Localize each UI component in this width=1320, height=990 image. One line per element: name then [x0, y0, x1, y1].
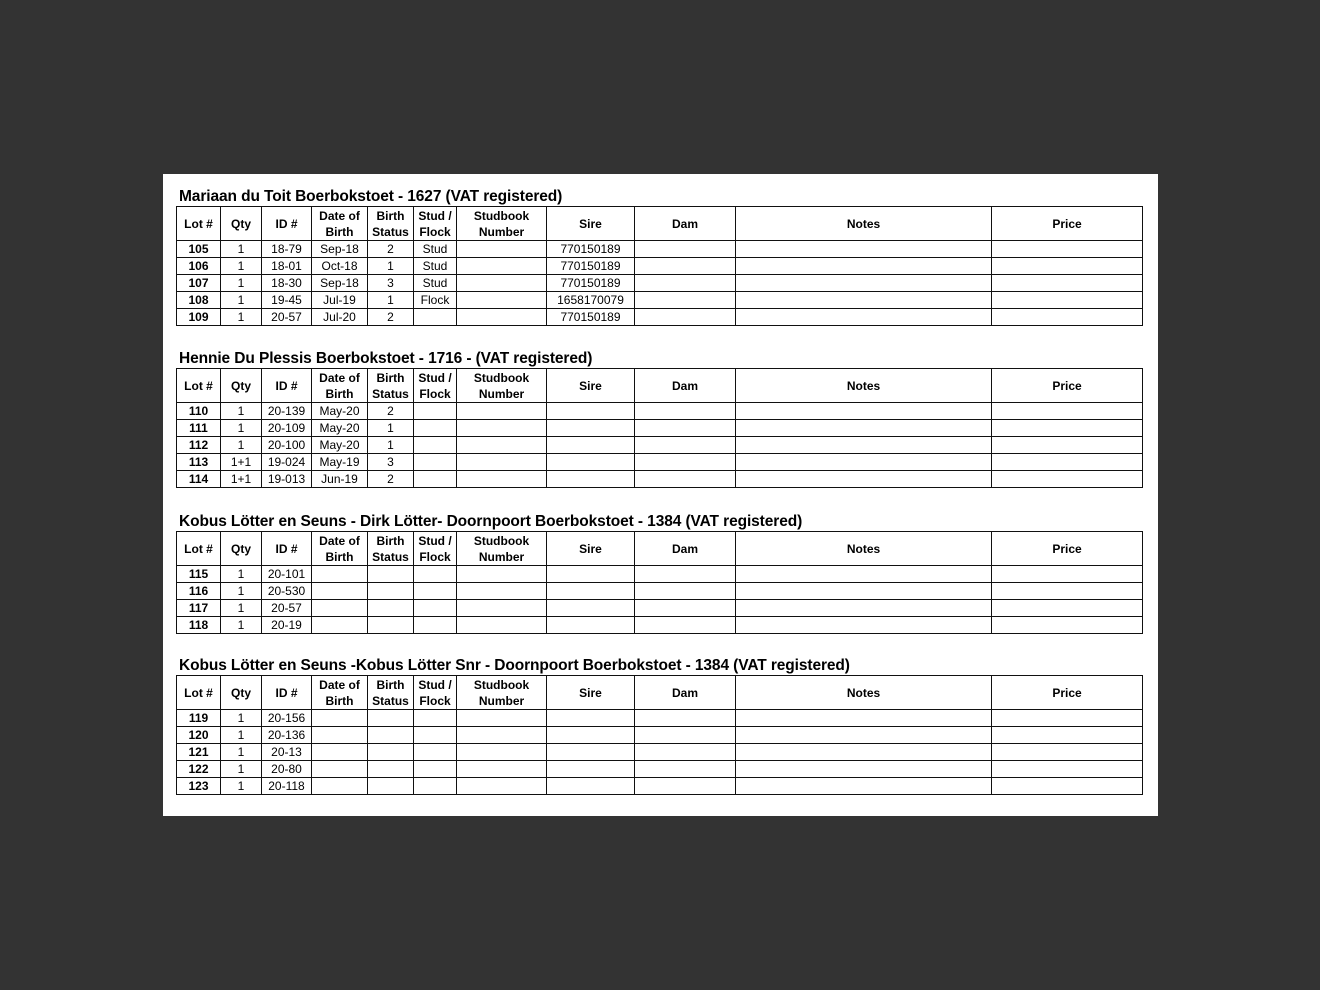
cell-lot: 120 [177, 727, 221, 744]
cell-stud-flock [414, 309, 457, 326]
cell-date-of-birth: May-20 [312, 437, 368, 454]
cell-dam [635, 292, 736, 309]
cell-birth-status: 3 [368, 275, 414, 292]
cell-notes [736, 420, 992, 437]
cell-dam [635, 761, 736, 778]
cell-price [992, 744, 1143, 761]
cell-date-of-birth [312, 744, 368, 761]
cell-notes [736, 275, 992, 292]
table-row [177, 437, 1143, 454]
seller-section [176, 187, 1142, 326]
cell-qty: 1 [221, 275, 262, 292]
cell-studbook-number [457, 600, 547, 617]
cell-dam [635, 727, 736, 744]
cell-qty: 1 [221, 617, 262, 634]
cell-stud-flock [414, 454, 457, 471]
cell-dam [635, 454, 736, 471]
cell-notes [736, 437, 992, 454]
cell-notes [736, 727, 992, 744]
cell-lot: 114 [177, 471, 221, 488]
cell-id: 20-80 [262, 761, 312, 778]
table-row [177, 600, 1143, 617]
cell-date-of-birth: Sep-18 [312, 275, 368, 292]
header-row [177, 676, 1143, 710]
table-row [177, 403, 1143, 420]
cell-id: 20-57 [262, 309, 312, 326]
cell-birth-status: 2 [368, 309, 414, 326]
cell-lot: 112 [177, 437, 221, 454]
table-row [177, 258, 1143, 275]
cell-dam [635, 617, 736, 634]
cell-price [992, 437, 1143, 454]
cell-lot: 109 [177, 309, 221, 326]
column-header-dam: Dam [635, 369, 736, 403]
cell-sire [547, 583, 635, 600]
cell-lot: 106 [177, 258, 221, 275]
cell-notes [736, 600, 992, 617]
cell-birth-status [368, 583, 414, 600]
cell-date-of-birth: May-20 [312, 420, 368, 437]
cell-id: 20-13 [262, 744, 312, 761]
cell-studbook-number [457, 617, 547, 634]
cell-birth-status: 2 [368, 403, 414, 420]
cell-price [992, 275, 1143, 292]
column-header-qty: Qty [221, 532, 262, 566]
cell-qty: 1 [221, 778, 262, 795]
cell-studbook-number [457, 471, 547, 488]
cell-studbook-number [457, 275, 547, 292]
column-header-id: ID # [262, 207, 312, 241]
column-header-studbook-number: Studbook Number [457, 676, 547, 710]
cell-date-of-birth: Sep-18 [312, 241, 368, 258]
column-header-stud-flock: Stud / Flock [414, 676, 457, 710]
column-header-qty: Qty [221, 207, 262, 241]
cell-date-of-birth [312, 778, 368, 795]
column-header-notes: Notes [736, 532, 992, 566]
cell-qty: 1 [221, 241, 262, 258]
cell-price [992, 727, 1143, 744]
cell-price [992, 292, 1143, 309]
cell-notes [736, 778, 992, 795]
column-header-id: ID # [262, 676, 312, 710]
section-title: Kobus Lötter en Seuns -Kobus Lötter Snr - Doornpoort Boerbokstoet - 1384 (VAT registered) [179, 657, 850, 674]
cell-notes [736, 454, 992, 471]
cell-price [992, 471, 1143, 488]
cell-sire [547, 778, 635, 795]
column-header-dam: Dam [635, 676, 736, 710]
cell-dam [635, 710, 736, 727]
cell-stud-flock [414, 566, 457, 583]
cell-qty: 1 [221, 420, 262, 437]
document-page [163, 174, 1158, 816]
column-header-notes: Notes [736, 676, 992, 710]
column-header-sire: Sire [547, 369, 635, 403]
cell-id: 19-024 [262, 454, 312, 471]
cell-studbook-number [457, 309, 547, 326]
cell-sire [547, 600, 635, 617]
table-row [177, 241, 1143, 258]
table-row [177, 471, 1143, 488]
cell-qty: 1 [221, 403, 262, 420]
column-header-id: ID # [262, 369, 312, 403]
cell-studbook-number [457, 403, 547, 420]
header-row [177, 532, 1143, 566]
cell-qty: 1+1 [221, 454, 262, 471]
header-row [177, 369, 1143, 403]
column-header-price: Price [992, 369, 1143, 403]
column-header-sire: Sire [547, 532, 635, 566]
cell-birth-status: 1 [368, 437, 414, 454]
cell-stud-flock [414, 471, 457, 488]
cell-stud-flock [414, 420, 457, 437]
table-row [177, 710, 1143, 727]
cell-birth-status [368, 617, 414, 634]
cell-studbook-number [457, 727, 547, 744]
cell-sire [547, 617, 635, 634]
cell-sire: 770150189 [547, 241, 635, 258]
cell-lot: 117 [177, 600, 221, 617]
cell-birth-status: 2 [368, 471, 414, 488]
cell-notes [736, 617, 992, 634]
cell-price [992, 258, 1143, 275]
lots-table [176, 368, 1143, 488]
cell-dam [635, 600, 736, 617]
cell-price [992, 583, 1143, 600]
cell-dam [635, 309, 736, 326]
cell-dam [635, 275, 736, 292]
cell-id: 20-19 [262, 617, 312, 634]
cell-stud-flock [414, 437, 457, 454]
cell-birth-status: 1 [368, 420, 414, 437]
cell-lot: 113 [177, 454, 221, 471]
lots-table [176, 675, 1143, 795]
table-row [177, 744, 1143, 761]
cell-qty: 1 [221, 744, 262, 761]
cell-price [992, 710, 1143, 727]
cell-qty: 1 [221, 292, 262, 309]
cell-sire [547, 403, 635, 420]
cell-price [992, 403, 1143, 420]
cell-date-of-birth: May-20 [312, 403, 368, 420]
cell-date-of-birth [312, 583, 368, 600]
cell-date-of-birth [312, 617, 368, 634]
cell-stud-flock: Flock [414, 292, 457, 309]
cell-lot: 115 [177, 566, 221, 583]
cell-dam [635, 471, 736, 488]
cell-lot: 107 [177, 275, 221, 292]
cell-dam [635, 241, 736, 258]
cell-id: 18-79 [262, 241, 312, 258]
table-row [177, 309, 1143, 326]
cell-id: 20-57 [262, 600, 312, 617]
cell-sire [547, 710, 635, 727]
cell-date-of-birth [312, 710, 368, 727]
cell-sire [547, 471, 635, 488]
cell-id: 19-45 [262, 292, 312, 309]
cell-notes [736, 292, 992, 309]
cell-dam [635, 420, 736, 437]
cell-lot: 119 [177, 710, 221, 727]
cell-birth-status [368, 600, 414, 617]
column-header-date-of-birth: Date of Birth [312, 369, 368, 403]
column-header-birth-status: Birth Status [368, 676, 414, 710]
cell-birth-status: 1 [368, 258, 414, 275]
cell-lot: 123 [177, 778, 221, 795]
cell-dam [635, 778, 736, 795]
cell-stud-flock [414, 727, 457, 744]
column-header-birth-status: Birth Status [368, 207, 414, 241]
seller-section [176, 349, 1142, 488]
cell-price [992, 566, 1143, 583]
cell-stud-flock [414, 778, 457, 795]
cell-birth-status: 3 [368, 454, 414, 471]
column-header-birth-status: Birth Status [368, 369, 414, 403]
cell-qty: 1 [221, 727, 262, 744]
column-header-notes: Notes [736, 369, 992, 403]
column-header-studbook-number: Studbook Number [457, 207, 547, 241]
column-header-stud-flock: Stud / Flock [414, 369, 457, 403]
section-title: Mariaan du Toit Boerbokstoet - 1627 (VAT registered) [179, 188, 563, 205]
column-header-sire: Sire [547, 207, 635, 241]
cell-studbook-number [457, 292, 547, 309]
cell-studbook-number [457, 761, 547, 778]
cell-notes [736, 710, 992, 727]
header-row [177, 207, 1143, 241]
cell-dam [635, 583, 736, 600]
cell-sire [547, 744, 635, 761]
cell-id: 20-100 [262, 437, 312, 454]
column-header-studbook-number: Studbook Number [457, 369, 547, 403]
cell-notes [736, 403, 992, 420]
cell-dam [635, 437, 736, 454]
cell-price [992, 778, 1143, 795]
cell-studbook-number [457, 258, 547, 275]
cell-price [992, 600, 1143, 617]
column-header-lot: Lot # [177, 532, 221, 566]
cell-birth-status [368, 566, 414, 583]
cell-id: 19-013 [262, 471, 312, 488]
table-row [177, 454, 1143, 471]
cell-lot: 111 [177, 420, 221, 437]
cell-sire: 770150189 [547, 309, 635, 326]
cell-dam [635, 403, 736, 420]
column-header-price: Price [992, 532, 1143, 566]
cell-price [992, 241, 1143, 258]
column-header-qty: Qty [221, 369, 262, 403]
cell-studbook-number [457, 420, 547, 437]
cell-stud-flock [414, 761, 457, 778]
cell-studbook-number [457, 454, 547, 471]
cell-notes [736, 471, 992, 488]
lots-table [176, 531, 1143, 634]
cell-price [992, 309, 1143, 326]
cell-id: 18-01 [262, 258, 312, 275]
cell-date-of-birth [312, 761, 368, 778]
cell-sire [547, 437, 635, 454]
cell-id: 20-156 [262, 710, 312, 727]
cell-stud-flock [414, 583, 457, 600]
cell-date-of-birth: Jul-19 [312, 292, 368, 309]
cell-date-of-birth: Jul-20 [312, 309, 368, 326]
cell-sire: 770150189 [547, 258, 635, 275]
column-header-notes: Notes [736, 207, 992, 241]
cell-lot: 116 [177, 583, 221, 600]
cell-id: 20-101 [262, 566, 312, 583]
column-header-id: ID # [262, 532, 312, 566]
cell-sire [547, 566, 635, 583]
cell-notes [736, 309, 992, 326]
table-row [177, 420, 1143, 437]
column-header-studbook-number: Studbook Number [457, 532, 547, 566]
cell-stud-flock [414, 710, 457, 727]
section-title: Kobus Lötter en Seuns - Dirk Lötter- Doornpoort Boerbokstoet - 1384 (VAT registered) [179, 513, 803, 530]
cell-lot: 105 [177, 241, 221, 258]
table-row [177, 778, 1143, 795]
cell-notes [736, 241, 992, 258]
table-row [177, 275, 1143, 292]
cell-id: 20-136 [262, 727, 312, 744]
cell-id: 18-30 [262, 275, 312, 292]
cell-studbook-number [457, 744, 547, 761]
cell-sire: 1658170079 [547, 292, 635, 309]
cell-studbook-number [457, 241, 547, 258]
cell-sire [547, 454, 635, 471]
column-header-dam: Dam [635, 207, 736, 241]
cell-qty: 1 [221, 437, 262, 454]
cell-lot: 118 [177, 617, 221, 634]
cell-qty: 1 [221, 600, 262, 617]
cell-sire [547, 727, 635, 744]
cell-sire [547, 420, 635, 437]
cell-stud-flock: Stud [414, 258, 457, 275]
cell-notes [736, 566, 992, 583]
column-header-stud-flock: Stud / Flock [414, 207, 457, 241]
cell-birth-status [368, 778, 414, 795]
seller-section [176, 656, 1142, 795]
cell-id: 20-109 [262, 420, 312, 437]
cell-studbook-number [457, 778, 547, 795]
cell-id: 20-118 [262, 778, 312, 795]
cell-lot: 110 [177, 403, 221, 420]
cell-lot: 122 [177, 761, 221, 778]
cell-birth-status [368, 761, 414, 778]
cell-date-of-birth [312, 600, 368, 617]
lots-table [176, 206, 1143, 326]
cell-date-of-birth [312, 727, 368, 744]
column-header-lot: Lot # [177, 207, 221, 241]
cell-stud-flock [414, 600, 457, 617]
cell-qty: 1 [221, 309, 262, 326]
cell-lot: 108 [177, 292, 221, 309]
cell-id: 20-530 [262, 583, 312, 600]
table-row [177, 566, 1143, 583]
cell-qty: 1 [221, 761, 262, 778]
cell-sire [547, 761, 635, 778]
cell-stud-flock: Stud [414, 275, 457, 292]
cell-notes [736, 583, 992, 600]
cell-date-of-birth: Jun-19 [312, 471, 368, 488]
cell-dam [635, 744, 736, 761]
cell-stud-flock [414, 403, 457, 420]
cell-price [992, 420, 1143, 437]
cell-sire: 770150189 [547, 275, 635, 292]
cell-price [992, 617, 1143, 634]
cell-qty: 1 [221, 258, 262, 275]
cell-notes [736, 258, 992, 275]
cell-notes [736, 744, 992, 761]
cell-birth-status [368, 710, 414, 727]
cell-birth-status [368, 727, 414, 744]
table-row [177, 583, 1143, 600]
seller-section [176, 512, 1142, 634]
cell-date-of-birth: Oct-18 [312, 258, 368, 275]
cell-price [992, 761, 1143, 778]
column-header-date-of-birth: Date of Birth [312, 676, 368, 710]
cell-qty: 1 [221, 583, 262, 600]
cell-studbook-number [457, 710, 547, 727]
cell-qty: 1+1 [221, 471, 262, 488]
table-row [177, 761, 1143, 778]
cell-birth-status: 2 [368, 241, 414, 258]
column-header-birth-status: Birth Status [368, 532, 414, 566]
column-header-lot: Lot # [177, 676, 221, 710]
cell-stud-flock [414, 744, 457, 761]
section-title: Hennie Du Plessis Boerbokstoet - 1716 - (VAT registered) [179, 350, 593, 367]
cell-studbook-number [457, 583, 547, 600]
cell-studbook-number [457, 437, 547, 454]
cell-dam [635, 258, 736, 275]
cell-price [992, 454, 1143, 471]
cell-birth-status: 1 [368, 292, 414, 309]
cell-birth-status [368, 744, 414, 761]
table-row [177, 617, 1143, 634]
cell-id: 20-139 [262, 403, 312, 420]
column-header-sire: Sire [547, 676, 635, 710]
cell-stud-flock [414, 617, 457, 634]
cell-dam [635, 566, 736, 583]
column-header-price: Price [992, 676, 1143, 710]
column-header-dam: Dam [635, 532, 736, 566]
cell-lot: 121 [177, 744, 221, 761]
column-header-lot: Lot # [177, 369, 221, 403]
cell-qty: 1 [221, 710, 262, 727]
cell-date-of-birth [312, 566, 368, 583]
column-header-qty: Qty [221, 676, 262, 710]
cell-qty: 1 [221, 566, 262, 583]
column-header-stud-flock: Stud / Flock [414, 532, 457, 566]
table-row [177, 727, 1143, 744]
column-header-price: Price [992, 207, 1143, 241]
cell-studbook-number [457, 566, 547, 583]
cell-date-of-birth: May-19 [312, 454, 368, 471]
table-row [177, 292, 1143, 309]
cell-notes [736, 761, 992, 778]
cell-stud-flock: Stud [414, 241, 457, 258]
column-header-date-of-birth: Date of Birth [312, 532, 368, 566]
column-header-date-of-birth: Date of Birth [312, 207, 368, 241]
